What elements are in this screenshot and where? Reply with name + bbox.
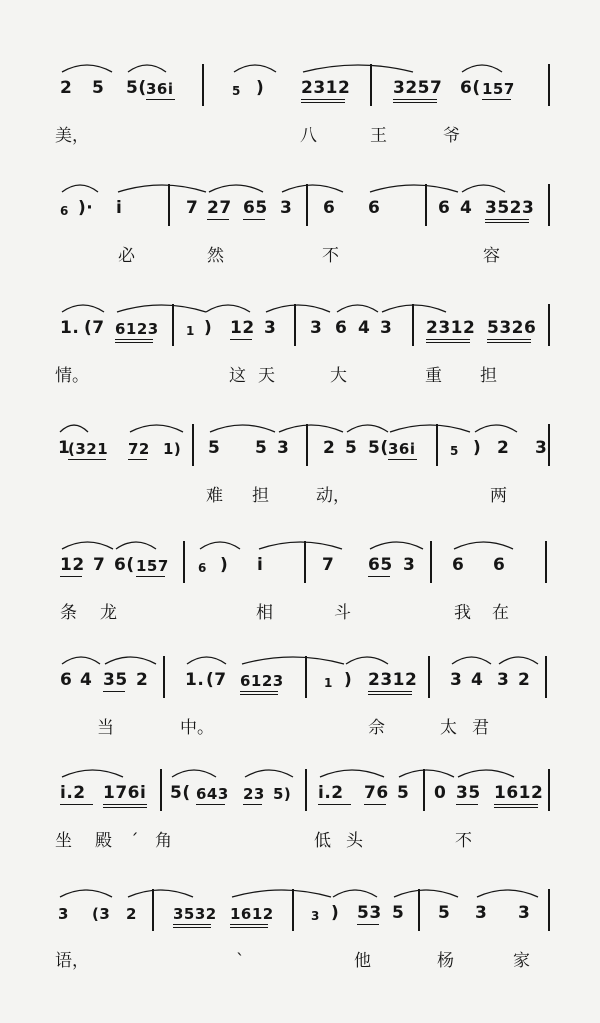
- bar-line: [168, 184, 170, 226]
- beam-underline: [243, 219, 265, 220]
- bar-line: [418, 889, 420, 931]
- lyric-char: 低: [314, 831, 331, 851]
- beam-underline: [388, 459, 417, 460]
- lyric-char: 角: [155, 831, 172, 851]
- slur-arc: [499, 657, 538, 664]
- note-token: ): [204, 318, 213, 338]
- slur-arc: [116, 542, 156, 549]
- slur-arc: [60, 425, 88, 432]
- slur-arc: [346, 657, 388, 664]
- slur-arc: [210, 425, 275, 432]
- note-token: 1): [163, 440, 182, 458]
- lyric-char: 情。: [55, 366, 89, 386]
- note-token: 5: [345, 438, 358, 458]
- slur-arc: [117, 305, 206, 312]
- bar-line: [412, 304, 414, 346]
- beam-underline: [243, 804, 262, 805]
- note-token: 6: [60, 204, 69, 218]
- note-token: 65: [243, 198, 268, 218]
- note-token: 7: [186, 198, 199, 218]
- slur-arc: [62, 185, 98, 192]
- note-token: 5(: [126, 78, 147, 98]
- slur-arc: [62, 770, 123, 777]
- beam-underline: [196, 804, 225, 805]
- beam-underline-double: [103, 807, 147, 808]
- lyric-char: 担: [252, 486, 269, 506]
- note-token: 3: [380, 318, 393, 338]
- note-token: (7: [206, 670, 227, 690]
- lyric-char: 佘: [368, 718, 385, 738]
- beam-underline: [482, 99, 511, 100]
- bar-line: [202, 64, 204, 106]
- slur-arc: [62, 65, 112, 72]
- slur-arc: [266, 305, 330, 312]
- note-token: 7: [322, 555, 335, 575]
- bar-line: [370, 64, 372, 106]
- note-token: 35: [456, 783, 481, 803]
- slur-arc: [234, 65, 276, 72]
- note-token: 3532: [173, 905, 217, 923]
- lyric-char: ˋ: [236, 951, 245, 971]
- note-token: 65: [368, 555, 393, 575]
- slur-arc: [245, 770, 293, 777]
- beam-underline: [103, 804, 147, 805]
- slur-arc: [333, 890, 377, 897]
- note-token: 6: [452, 555, 465, 575]
- note-token: 5: [397, 783, 410, 803]
- lyric-char: 不: [455, 831, 472, 851]
- lyric-char: 必: [118, 246, 135, 266]
- slur-arc: [209, 185, 263, 192]
- beam-underline: [357, 924, 379, 925]
- beam-underline-double: [115, 342, 153, 343]
- slur-arc: [320, 770, 384, 777]
- bar-line: [306, 424, 308, 466]
- note-token: 12: [60, 555, 85, 575]
- beam-underline: [393, 99, 437, 100]
- note-token: 157: [482, 80, 515, 98]
- note-token: 4: [471, 670, 484, 690]
- beam-underline: [60, 804, 93, 805]
- slur-arc: [337, 305, 378, 312]
- lyric-char: 两: [490, 486, 507, 506]
- lyric-char: 美，: [55, 126, 89, 146]
- note-token: 53: [357, 903, 382, 923]
- lyric-char: 殿: [95, 831, 112, 851]
- beam-underline: [485, 219, 529, 220]
- beam-underline: [146, 99, 175, 100]
- beam-underline-double: [487, 342, 531, 343]
- note-token: 3: [518, 903, 531, 923]
- note-token: 5(: [368, 438, 389, 458]
- slur-arc: [394, 890, 458, 897]
- note-token: 4: [80, 670, 93, 690]
- lyric-char: 他: [354, 951, 371, 971]
- beam-underline: [115, 339, 153, 340]
- note-token: 1: [186, 324, 195, 338]
- lyric-char: 太: [440, 718, 457, 738]
- note-token: i: [257, 555, 264, 575]
- slur-arc: [475, 425, 517, 432]
- note-token: 35: [103, 670, 128, 690]
- lyric-char: 语，: [55, 951, 89, 971]
- slur-arc: [62, 542, 113, 549]
- note-token: 1612: [494, 783, 544, 803]
- slur-arc: [259, 542, 342, 549]
- slur-arc: [399, 770, 454, 777]
- note-token: 5326: [487, 318, 537, 338]
- slur-arc: [206, 305, 250, 312]
- bar-line: [436, 424, 438, 466]
- lyric-char: 难: [206, 486, 223, 506]
- bar-line: [548, 424, 550, 466]
- note-token: 2312: [368, 670, 418, 690]
- note-token: ): [331, 903, 340, 923]
- note-token: 5: [255, 438, 268, 458]
- note-token: 2: [136, 670, 149, 690]
- note-token: 27: [207, 198, 232, 218]
- note-token: 3: [403, 555, 416, 575]
- bar-line: [292, 889, 294, 931]
- slur-arc: [242, 657, 344, 664]
- note-token: 3: [311, 909, 320, 923]
- note-token: 6: [198, 561, 207, 575]
- slur-arc: [370, 185, 458, 192]
- note-token: 3: [450, 670, 463, 690]
- note-token: 5: [392, 903, 405, 923]
- beam-underline-double: [393, 102, 437, 103]
- note-token: 3: [497, 670, 510, 690]
- lyric-char: 龙: [100, 603, 117, 623]
- slur-arc: [130, 425, 183, 432]
- beam-underline-double: [173, 927, 211, 928]
- note-token: 1: [58, 438, 71, 458]
- note-token: 3: [58, 905, 69, 923]
- lyric-char: 容: [483, 246, 500, 266]
- slur-arc: [462, 65, 502, 72]
- note-token: 5): [273, 785, 292, 803]
- slur-arc: [62, 305, 104, 312]
- slur-arc: [370, 542, 423, 549]
- lyric-char: 不: [322, 246, 339, 266]
- beam-underline: [240, 691, 278, 692]
- lyric-char: 斗: [334, 603, 351, 623]
- bar-line: [425, 184, 427, 226]
- note-token: 5: [92, 78, 105, 98]
- note-token: 157: [136, 557, 169, 575]
- note-token: 2: [518, 670, 531, 690]
- bar-line: [545, 656, 547, 698]
- beam-underline: [60, 576, 82, 577]
- bar-line: [548, 769, 550, 811]
- lyric-char: 头: [346, 831, 363, 851]
- slur-arc: [187, 657, 226, 664]
- slur-arc: [282, 185, 343, 192]
- beam-underline: [207, 219, 229, 220]
- lyric-char: 相: [256, 603, 273, 623]
- bar-line: [430, 541, 432, 583]
- note-token: 176i: [103, 783, 147, 803]
- note-token: 2312: [301, 78, 351, 98]
- note-token: 72: [128, 440, 150, 458]
- lyric-char: 爷: [443, 126, 460, 146]
- lyric-char: 当: [97, 718, 114, 738]
- beam-underline: [68, 459, 106, 460]
- note-token: i.2: [318, 783, 344, 803]
- slur-arc: [347, 425, 388, 432]
- note-token: (321: [68, 440, 109, 458]
- note-token: 3523: [485, 198, 535, 218]
- beam-underline: [426, 339, 470, 340]
- note-token: i: [116, 198, 123, 218]
- lyric-char: 条: [60, 603, 77, 623]
- beam-underline: [487, 339, 531, 340]
- note-token: 6(: [460, 78, 481, 98]
- beam-underline: [318, 804, 351, 805]
- slur-arc: [303, 65, 413, 72]
- note-token: 6: [335, 318, 348, 338]
- note-token: ): [220, 555, 229, 575]
- beam-underline-double: [240, 694, 278, 695]
- note-token: 0: [434, 783, 447, 803]
- note-token: 3: [475, 903, 488, 923]
- note-token: ): [473, 438, 482, 458]
- note-token: 2: [323, 438, 336, 458]
- note-token: ): [256, 78, 265, 98]
- note-token: 2: [60, 78, 73, 98]
- beam-underline: [456, 804, 478, 805]
- lyric-char: 君: [472, 718, 489, 738]
- lyric-char: 然: [207, 246, 224, 266]
- slur-arc: [462, 185, 505, 192]
- bar-line: [172, 304, 174, 346]
- slur-arc: [232, 890, 331, 897]
- bar-line: [428, 656, 430, 698]
- note-token: 6(: [114, 555, 135, 575]
- note-token: 3: [277, 438, 290, 458]
- beam-underline: [368, 691, 412, 692]
- lyric-char: 王: [370, 126, 387, 146]
- bar-line: [423, 769, 425, 811]
- note-token: ): [344, 670, 353, 690]
- lyric-char: 杨: [437, 951, 454, 971]
- lyric-char: 重: [425, 366, 442, 386]
- beam-underline: [103, 691, 125, 692]
- slur-arc: [452, 657, 491, 664]
- note-token: 12: [230, 318, 255, 338]
- slur-arc: [454, 542, 513, 549]
- bar-line: [152, 889, 154, 931]
- bar-line: [305, 656, 307, 698]
- note-token: 643: [196, 785, 229, 803]
- slur-arc: [118, 185, 206, 192]
- lyric-char: 动，: [316, 486, 350, 506]
- slur-arc: [105, 657, 156, 664]
- note-token: (3: [92, 905, 111, 923]
- slur-arc: [279, 425, 343, 432]
- note-token: 6: [323, 198, 336, 218]
- beam-underline-double: [368, 694, 412, 695]
- note-token: (7: [84, 318, 105, 338]
- note-token: 1.: [185, 670, 205, 690]
- note-token: 7: [93, 555, 106, 575]
- note-token: 5(: [170, 783, 191, 803]
- note-token: 6123: [115, 320, 159, 338]
- bar-line: [548, 304, 550, 346]
- lyric-char: 在: [492, 603, 509, 623]
- note-token: 2: [126, 905, 137, 923]
- slur-arc: [458, 770, 514, 777]
- bar-line: [294, 304, 296, 346]
- beam-underline: [301, 99, 345, 100]
- slur-arc: [382, 305, 446, 312]
- bar-line: [192, 424, 194, 466]
- beam-underline-double: [485, 222, 529, 223]
- note-token: 6123: [240, 672, 284, 690]
- note-token: 4: [358, 318, 371, 338]
- beam-underline: [364, 804, 386, 805]
- lyric-char: 家: [513, 951, 530, 971]
- bar-line: [306, 184, 308, 226]
- note-token: 3: [264, 318, 277, 338]
- bar-line: [545, 541, 547, 583]
- beam-underline-double: [494, 807, 538, 808]
- lyric-char: 我: [454, 603, 471, 623]
- note-token: 6: [493, 555, 506, 575]
- beam-underline: [128, 459, 147, 460]
- slur-arc: [200, 542, 240, 549]
- lyric-char: 坐: [55, 831, 72, 851]
- beam-underline-double: [426, 342, 470, 343]
- lyric-char: 中。: [180, 718, 214, 738]
- note-token: 76: [364, 783, 389, 803]
- note-token: 3: [535, 438, 548, 458]
- beam-underline: [368, 576, 390, 577]
- beam-underline: [494, 804, 538, 805]
- note-token: 6: [438, 198, 451, 218]
- note-token: 5: [438, 903, 451, 923]
- slur-arc: [128, 65, 166, 72]
- note-token: 3: [280, 198, 293, 218]
- beam-underline: [136, 576, 165, 577]
- note-token: 4: [460, 198, 473, 218]
- slur-arc: [62, 657, 100, 664]
- bar-line: [304, 541, 306, 583]
- note-token: 1.: [60, 318, 80, 338]
- slur-arc: [172, 770, 216, 777]
- note-token: 1: [324, 676, 333, 690]
- bar-line: [163, 656, 165, 698]
- bar-line: [548, 184, 550, 226]
- note-token: 36i: [146, 80, 174, 98]
- note-token: 36i: [388, 440, 416, 458]
- lyric-char: 八: [300, 126, 317, 146]
- lyric-char: ˊ: [130, 831, 139, 851]
- slur-arc: [60, 890, 112, 897]
- note-token: 6: [60, 670, 73, 690]
- note-token: 6: [368, 198, 381, 218]
- bar-line: [183, 541, 185, 583]
- lyric-char: 担: [480, 366, 497, 386]
- beam-underline: [173, 924, 211, 925]
- lyric-char: 这: [229, 366, 246, 386]
- bar-line: [548, 64, 550, 106]
- beam-underline-double: [230, 927, 268, 928]
- bar-line: [305, 769, 307, 811]
- note-token: 23: [243, 785, 265, 803]
- note-token: 3257: [393, 78, 443, 98]
- slur-arc: [477, 890, 538, 897]
- note-token: )·: [78, 198, 94, 218]
- slur-arc: [390, 425, 470, 432]
- note-token: 2312: [426, 318, 476, 338]
- note-token: 2: [497, 438, 510, 458]
- beam-underline: [230, 339, 252, 340]
- note-token: 1612: [230, 905, 274, 923]
- beam-underline: [230, 924, 268, 925]
- slur-arc: [128, 890, 193, 897]
- bar-line: [548, 889, 550, 931]
- note-token: i.2: [60, 783, 86, 803]
- note-token: 3: [310, 318, 323, 338]
- lyric-char: 大: [330, 366, 347, 386]
- bar-line: [160, 769, 162, 811]
- lyric-char: 天: [258, 366, 275, 386]
- beam-underline-double: [301, 102, 345, 103]
- note-token: 5: [232, 84, 241, 98]
- note-token: 5: [208, 438, 221, 458]
- note-token: 5: [450, 444, 459, 458]
